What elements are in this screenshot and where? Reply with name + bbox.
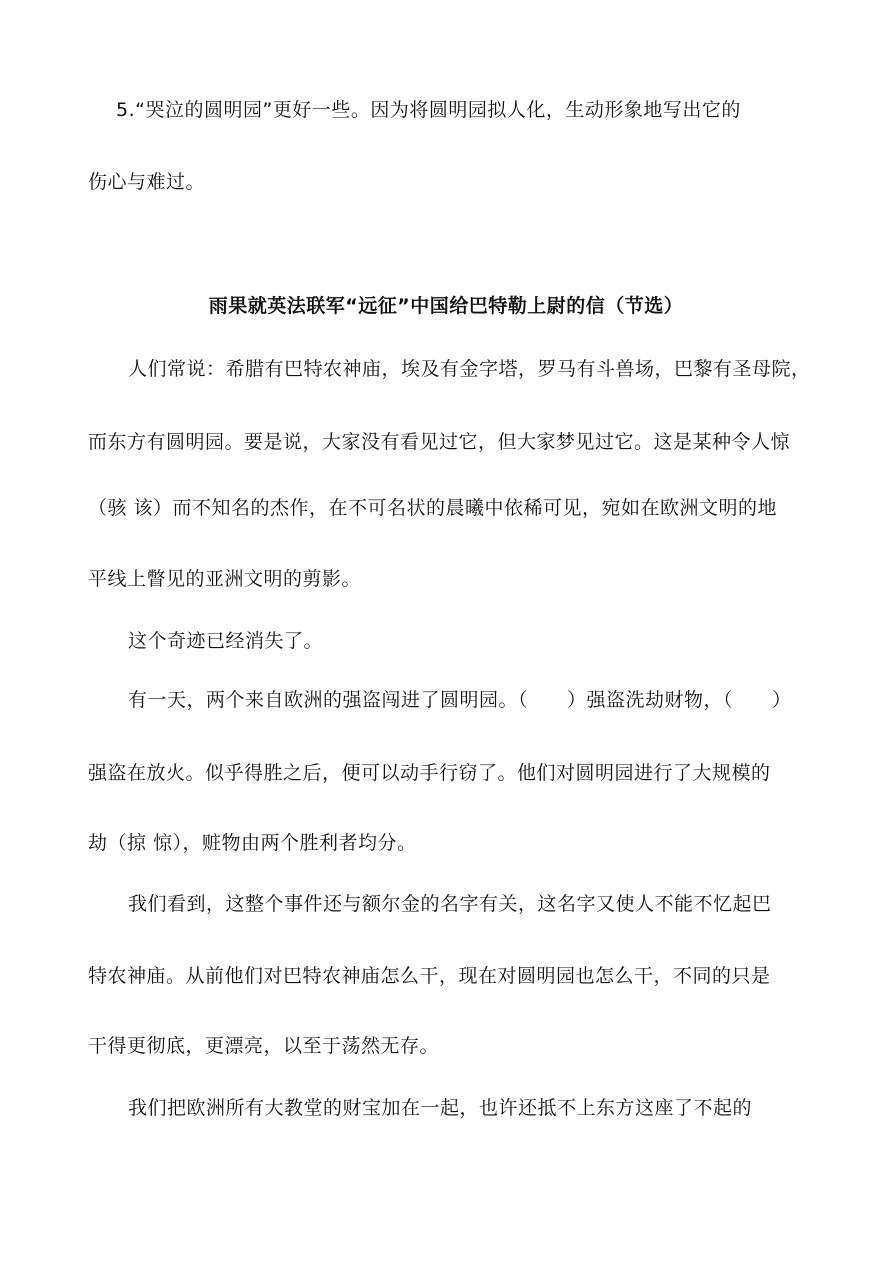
passage-line: 劫（掠 惊），赃物由两个胜利者均分。 [88,832,417,854]
passage-line: 这个奇迹已经消失了。 [128,630,324,652]
passage-line: 人们常说：希腊有巴特农神庙，埃及有金字塔，罗马有斗兽场，巴黎有圣母院， [128,358,811,380]
passage-line: （骇 该）而不知名的杰作，在不可名状的晨曦中依稀可见，宛如在欧洲文明的地 [88,497,778,519]
passage-line: 强盗在放火。似乎得胜之后，便可以动手行窃了。他们对圆明园进行了大规模的 [88,762,771,784]
passage-line: 我们看到，这整个事件还与额尔金的名字有关，这名字又使人不能不忆起巴 [128,893,772,915]
passage-line: 有一天，两个来自欧洲的强盗闯进了圆明园。（ ）强盗洗劫财物，（ ） [128,689,792,711]
passage-line: 而东方有圆明园。要是说，大家没有看见过它，但大家梦见过它。这是某种令人惊 [88,431,791,453]
passage-title: 雨果就英法联军“远征”中国给巴特勒上尉的信（节选） [208,295,684,317]
passage-line: 特农神庙。从前他们对巴特农神庙怎么干，现在对圆明园也怎么干，不同的只是 [88,965,771,987]
passage-line: 干得更彻底，更漂亮，以至于荡然无存。 [88,1035,440,1057]
answer-line-1: 5.“哭泣的圆明园”更好一些。因为将圆明园拟人化，生动形象地写出它的 [116,99,741,121]
answer-line-2: 伤心与难过。 [88,171,206,193]
passage-line: 我们把欧洲所有大教堂的财宝加在一起，也许还抵不上东方这座了不起的 [128,1097,753,1119]
passage-line: 平线上瞥见的亚洲文明的剪影。 [88,568,362,590]
